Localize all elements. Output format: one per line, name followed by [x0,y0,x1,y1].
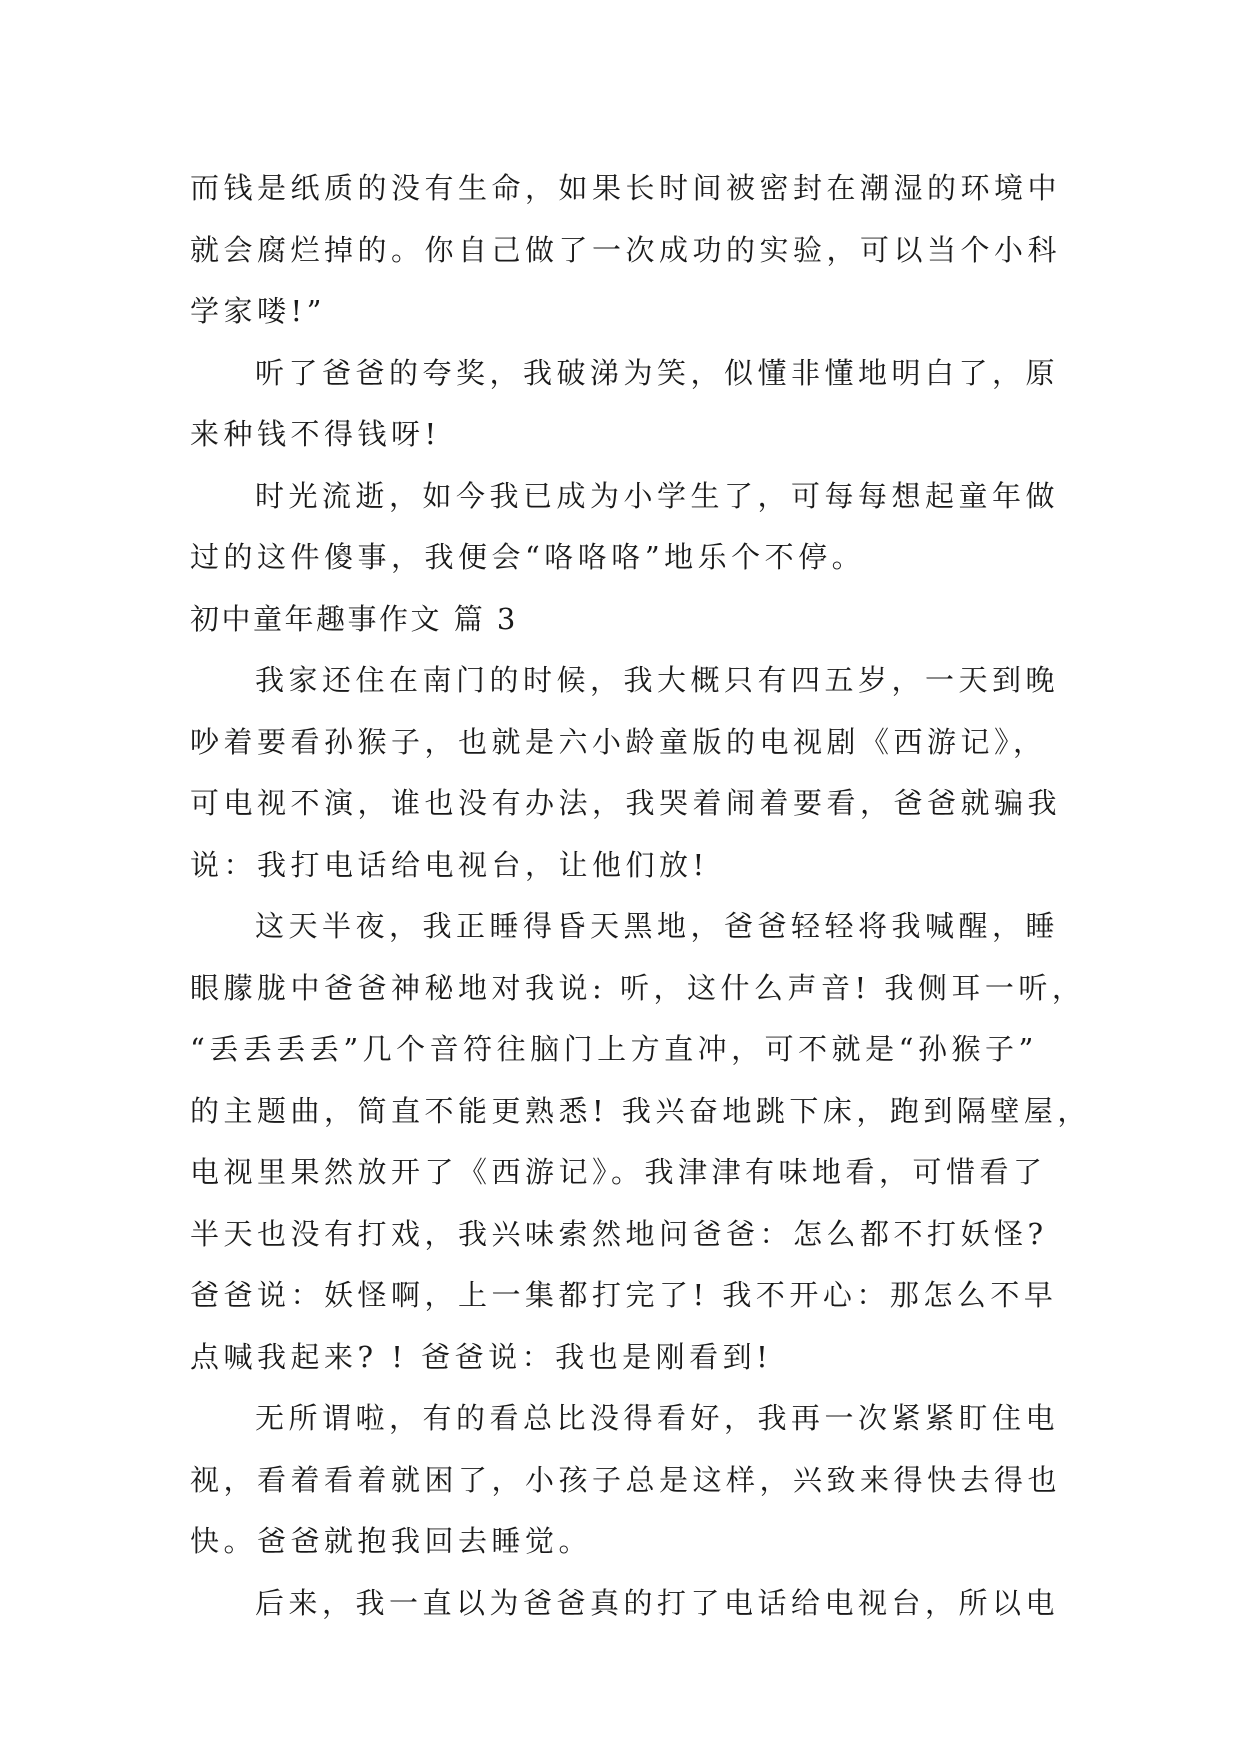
paragraph-line: 这天半夜，我正睡得昏天黑地，爸爸轻轻将我喊醒，睡 [255,909,1060,943]
paragraph-line: 而钱是纸质的没有生命，如果长时间被密封在潮湿的环境中 [190,171,1062,205]
paragraph-line: 学家喽!” [190,294,326,328]
paragraph-line: 吵着要看孙猴子，也就是六小龄童版的电视剧《西游记》， [190,724,1047,759]
paragraph-line: 眼朦胧中爸爸神秘地对我说: 听，这什么声音! 我侧耳一听， [190,970,1086,1005]
paragraph-line: 无所谓啦，有的看总比没得看好，我再一次紧紧盯住电 [255,1401,1060,1435]
paragraph-line: 过的这件傻事，我便会“咯咯咯”地乐个不停。 [190,540,866,574]
section-heading: 初中童年趣事作文 篇 3 [190,601,518,636]
paragraph-line: 视，看着看着就困了，小孩子总是这样，兴致来得快去得也 [190,1462,1062,1497]
paragraph-line: 点喊我起来? ! 爸爸说：我也是刚看到! [190,1339,773,1374]
paragraph-line: 电视里果然放开了《西游记》。我津津有味地看，可惜看了 [190,1155,1047,1189]
paragraph-line: 可电视不演，谁也没有办法，我哭着闹着要看，爸爸就骗我 [190,786,1062,820]
paragraph-line: 半天也没有打戏，我兴味索然地问爸爸：怎么都不打妖怪? [190,1216,1048,1251]
paragraph-line: “丢丢丢丢”几个音符往脑门上方直冲，可不就是“孙猴子” [190,1032,1038,1066]
paragraph-line: 时光流逝，如今我已成为小学生了，可每每想起童年做 [255,478,1060,513]
paragraph-line: 快。爸爸就抱我回去睡觉。 [190,1524,593,1558]
paragraph-line: 后来，我一直以为爸爸真的打了电话给电视台，所以电 [255,1585,1060,1620]
paragraph-line: 说：我打电话给电视台，让他们放! [190,847,709,882]
paragraph-line: 我家还住在南门的时候，我大概只有四五岁，一天到晚 [255,663,1060,697]
essay-body [190,158,1091,1634]
paragraph-line: 就会腐烂掉的。你自己做了一次成功的实验，可以当个小科 [190,232,1062,267]
paragraph-line: 爸爸说：妖怪啊，上一集都打完了! 我不开心：那怎么不早 [190,1278,1058,1312]
paragraph-line: 听了爸爸的夸奖，我破涕为笑，似懂非懂地明白了，原 [255,355,1060,390]
paragraph-line: 的主题曲，简直不能更熟悉! 我兴奋地跳下床，跑到隔壁屋， [190,1093,1091,1128]
paragraph-line: 来种钱不得钱呀! [190,417,441,451]
